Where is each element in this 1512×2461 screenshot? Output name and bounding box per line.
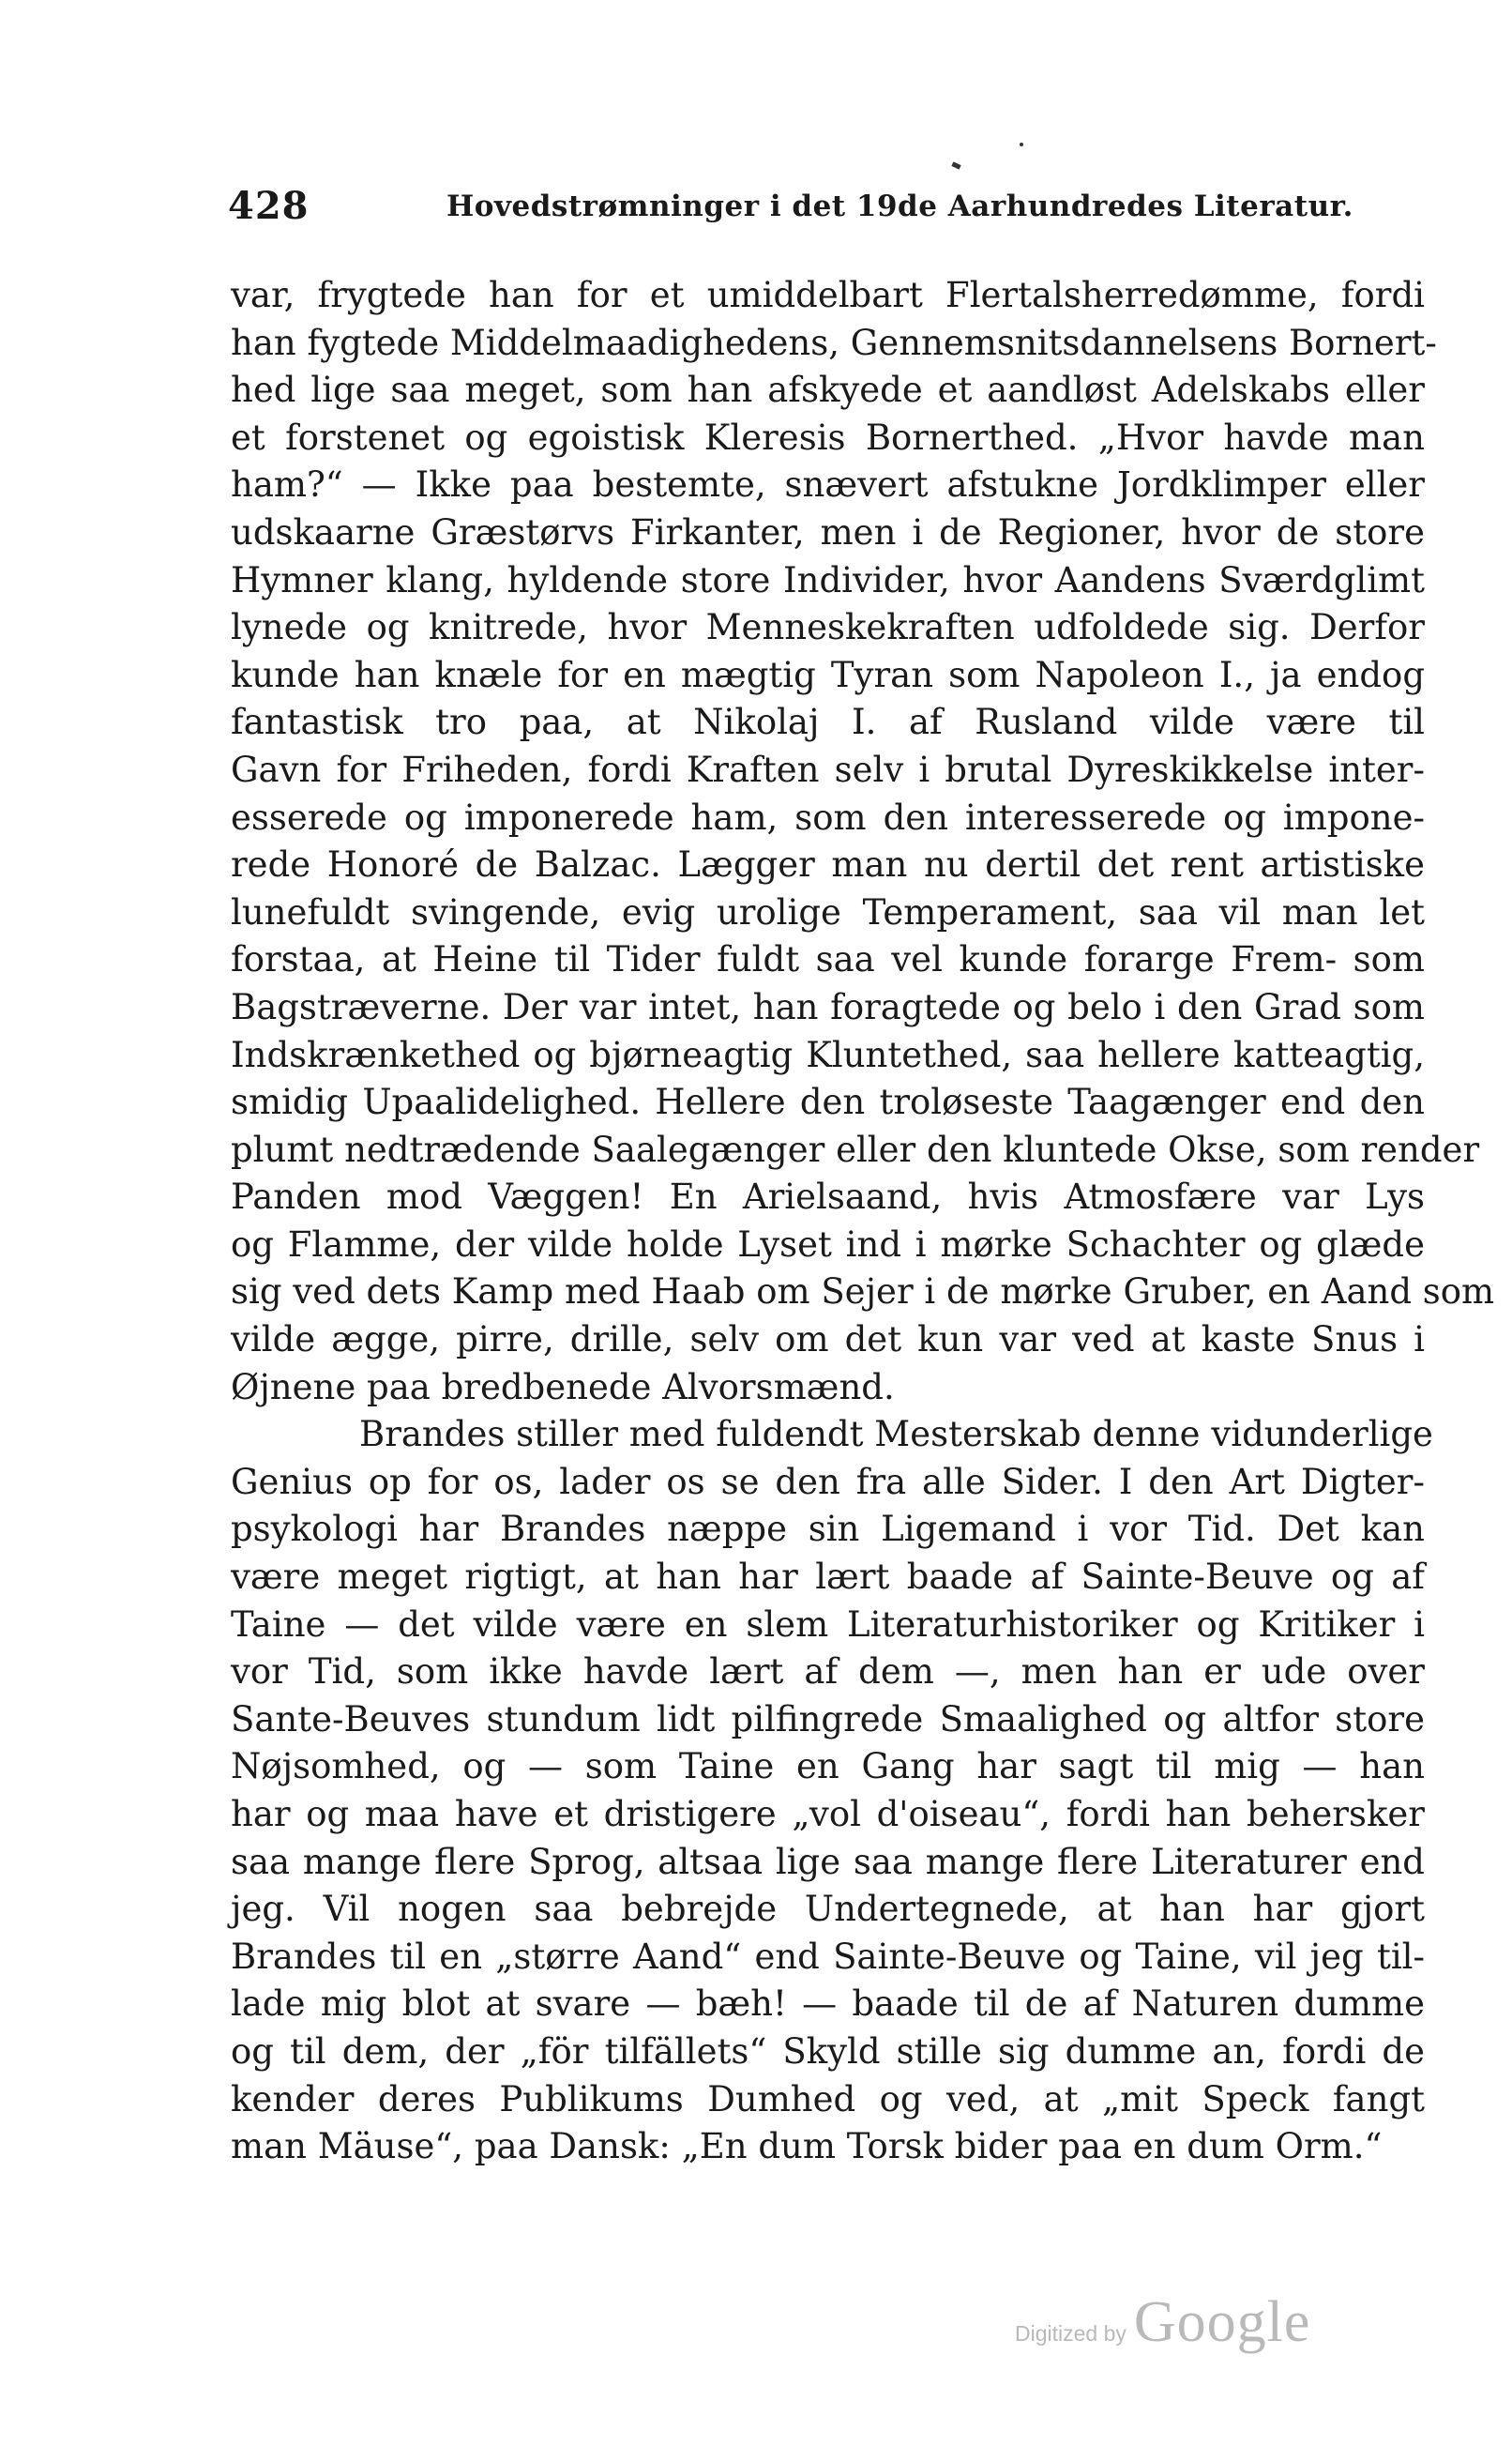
text-line: esserede og imponerede ham, som den interesserede og impone- [231, 797, 1425, 838]
text-line: Sante-Beuves stundum lidt pilfingrede Smaalighed og altfor store [231, 1698, 1425, 1739]
text-line: og Flamme, der vilde holde Lyset ind i mørke Schachter og glæde [231, 1223, 1425, 1265]
text-line: jeg. Vil nogen saa bebrejde Undertegnede, at han har gjort [231, 1889, 1425, 1930]
text-line: smidig Upaalidelighed. Hellere den troløseste Taagænger end den [231, 1082, 1425, 1123]
text-line: Indskrænkethed og bjørneagtig Kluntethed, saa hellere katteagtig, [231, 1034, 1425, 1075]
page-number: 428 [228, 184, 310, 228]
text-line: kender deres Publikums Dumhed og ved, at „mit Speck fangt [231, 2078, 1425, 2119]
text-line: udskaarne Græstørvs Firkanter, men i de Regioner, hvor de store [231, 511, 1425, 553]
text-line: forstaa, at Heine til Tider fuldt saa vel kunde forarge Frem- som [231, 939, 1425, 980]
text-line: rede Honoré de Balzac. Lægger man nu dertil det rent artistiske [231, 844, 1425, 886]
text-line: Taine — det vilde være en slem Literaturhistoriker og Kritiker i [231, 1603, 1425, 1645]
text-line: være meget rigtigt, at han har lært baade af Sainte-Beuve og af [231, 1557, 1425, 1598]
body-text [231, 272, 1495, 2171]
text-line: hed lige saa meget, som han afskyede et aandløst Adelskabs eller [231, 370, 1425, 411]
text-line: han fygtede Middelmaadighedens, Gennemsnitsdannelsens Bornert- [231, 322, 1437, 363]
text-line: sig ved dets Kamp med Haab om Sejer i de mørke Gruber, en Aand som [231, 1271, 1495, 1313]
text-line: ham?“ — Ikke paa bestemte, snævert afstukne Jordklimper eller [231, 464, 1425, 506]
paragraph-start-line: Brandes stiller med fuldendt Mesterskab denne vidunderlige [359, 1414, 1433, 1455]
text-line: Gavn for Friheden, fordi Kraften selv i brutal Dyreskikkelse inter- [231, 749, 1425, 790]
text-line: et forstenet og egoistisk Kleresis Bornerthed. „Hvor havde man [231, 417, 1425, 458]
text-line: lade mig blot at svare — bæh! — baade til de af Naturen dumme [231, 1983, 1425, 2025]
ink-speck [1020, 143, 1023, 146]
running-head: Hovedstrømninger i det 19de Aarhundredes Literatur. [446, 190, 1353, 223]
text-line: kunde han knæle for en mægtig Tyran som Napoleon I., ja endog [231, 654, 1425, 695]
digitized-watermark [1015, 2289, 1310, 2364]
text-line: Genius op for os, lader os se den fra alle Sider. I den Art Digter- [231, 1461, 1425, 1502]
text-line: Panden mod Væggen! En Arielsaand, hvis Atmosfære var Lys [231, 1177, 1425, 1218]
text-line: lunefuldt svingende, evig urolige Temperament, saa vil man let [231, 891, 1425, 933]
text-line: har og maa have et dristigere „vol d'oiseau“, fordi han behersker [231, 1794, 1425, 1834]
text-line: Bagstræverne. Der var intet, han foragtede og belo i den Grad som [231, 986, 1425, 1027]
text-line: psykologi har Brandes næppe sin Ligemand i vor Tid. Det kan [231, 1509, 1425, 1550]
text-line: vilde ægge, pirre, drille, selv om det kun var ved at kaste Snus i [231, 1319, 1425, 1360]
digitized-by-label: Digitized by [1015, 2321, 1126, 2346]
text-line: lynede og knitrede, hvor Menneskekraften udfoldede sig. Derfor [231, 607, 1425, 648]
text-line: Brandes til en „større Aand“ end Sainte-Beuve og Taine, vil jeg til- [231, 1936, 1425, 1977]
paragraph-end-line: man Mäuse“, paa Dansk: „En dum Torsk bider paa en dum Orm.“ [231, 2126, 1383, 2167]
text-line: saa mange flere Sprog, altsaa lige saa mange flere Literaturer end [231, 1841, 1425, 1882]
google-logo: Google [1133, 2290, 1311, 2354]
paragraph-end-line: Øjnene paa bredbenede Alvorsmænd. [231, 1366, 895, 1407]
text-line: fantastisk tro paa, at Nikolaj I. af Rusland vilde være til [231, 702, 1425, 743]
text-line: plumt nedtrædende Saalegænger eller den kluntede Okse, som render [231, 1129, 1480, 1170]
ink-mark [951, 161, 960, 169]
text-line: Hymner klang, hyldende store Individer, hvor Aandens Sværdglimt [231, 559, 1425, 600]
text-line: og til dem, der „för tilfällets“ Skyld stille sig dumme an, fordi de [231, 2030, 1425, 2072]
text-line: var, frygtede han for et umiddelbart Flertalsherredømme, fordi [231, 275, 1425, 315]
text-line: Nøjsomhed, og — som Taine en Gang har sagt til mig — han [231, 1746, 1425, 1787]
text-line: vor Tid, som ikke havde lært af dem —, men han er ude over [231, 1651, 1425, 1693]
page-header [228, 184, 1353, 240]
